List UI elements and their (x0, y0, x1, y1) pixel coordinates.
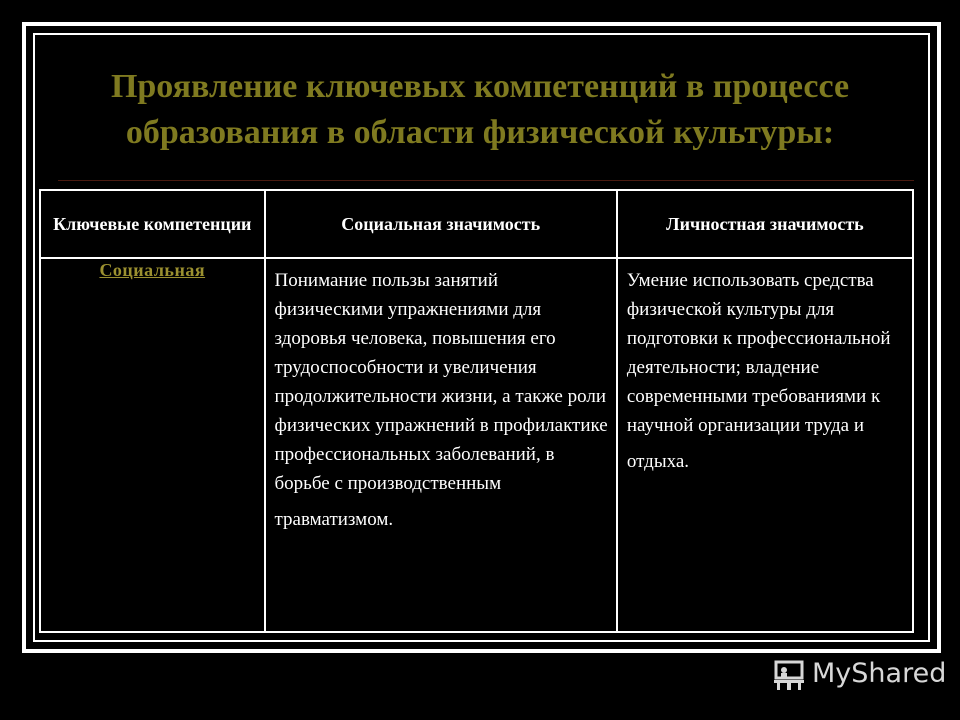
myshared-logo (772, 658, 947, 691)
social-significance-cell (265, 258, 617, 632)
slide-title: Проявление ключевых компетенций в процессе образования в области физической культуры: (110, 68, 850, 151)
title-divider (58, 180, 914, 181)
table-row (40, 258, 913, 632)
header-social-significance: Социальная значимость (265, 190, 617, 258)
competence-link[interactable]: Социальная (99, 260, 206, 280)
table-header-row (40, 190, 913, 258)
social-significance-last-line: травматизмом. (274, 509, 394, 530)
header-personal-significance: Личностная значимость (617, 190, 913, 258)
classroom-icon (772, 659, 806, 691)
personal-significance-body: Умение использовать средства физической культуры для подготовки к профессиональной деятельности; владение современными требованиями к научной организации труда и (626, 270, 891, 436)
personal-significance-cell (617, 258, 913, 632)
competence-table (39, 189, 914, 633)
competence-cell (40, 258, 265, 632)
personal-significance-last-line: отдыха. (626, 451, 690, 472)
social-significance-text (267, 260, 615, 534)
header-key-competences: Ключевые компетенции (40, 190, 265, 258)
social-significance-body: Понимание пользы занятий физическими упражнениями для здоровья человека, повышения его трудоспособности и увеличения продолжительности жизни, а также роли физических упражнений в профилактике профессиональных заболеваний, в борьбе с производственным (274, 270, 608, 494)
personal-significance-text (619, 260, 911, 476)
watermark-text: MyShared (812, 658, 947, 689)
